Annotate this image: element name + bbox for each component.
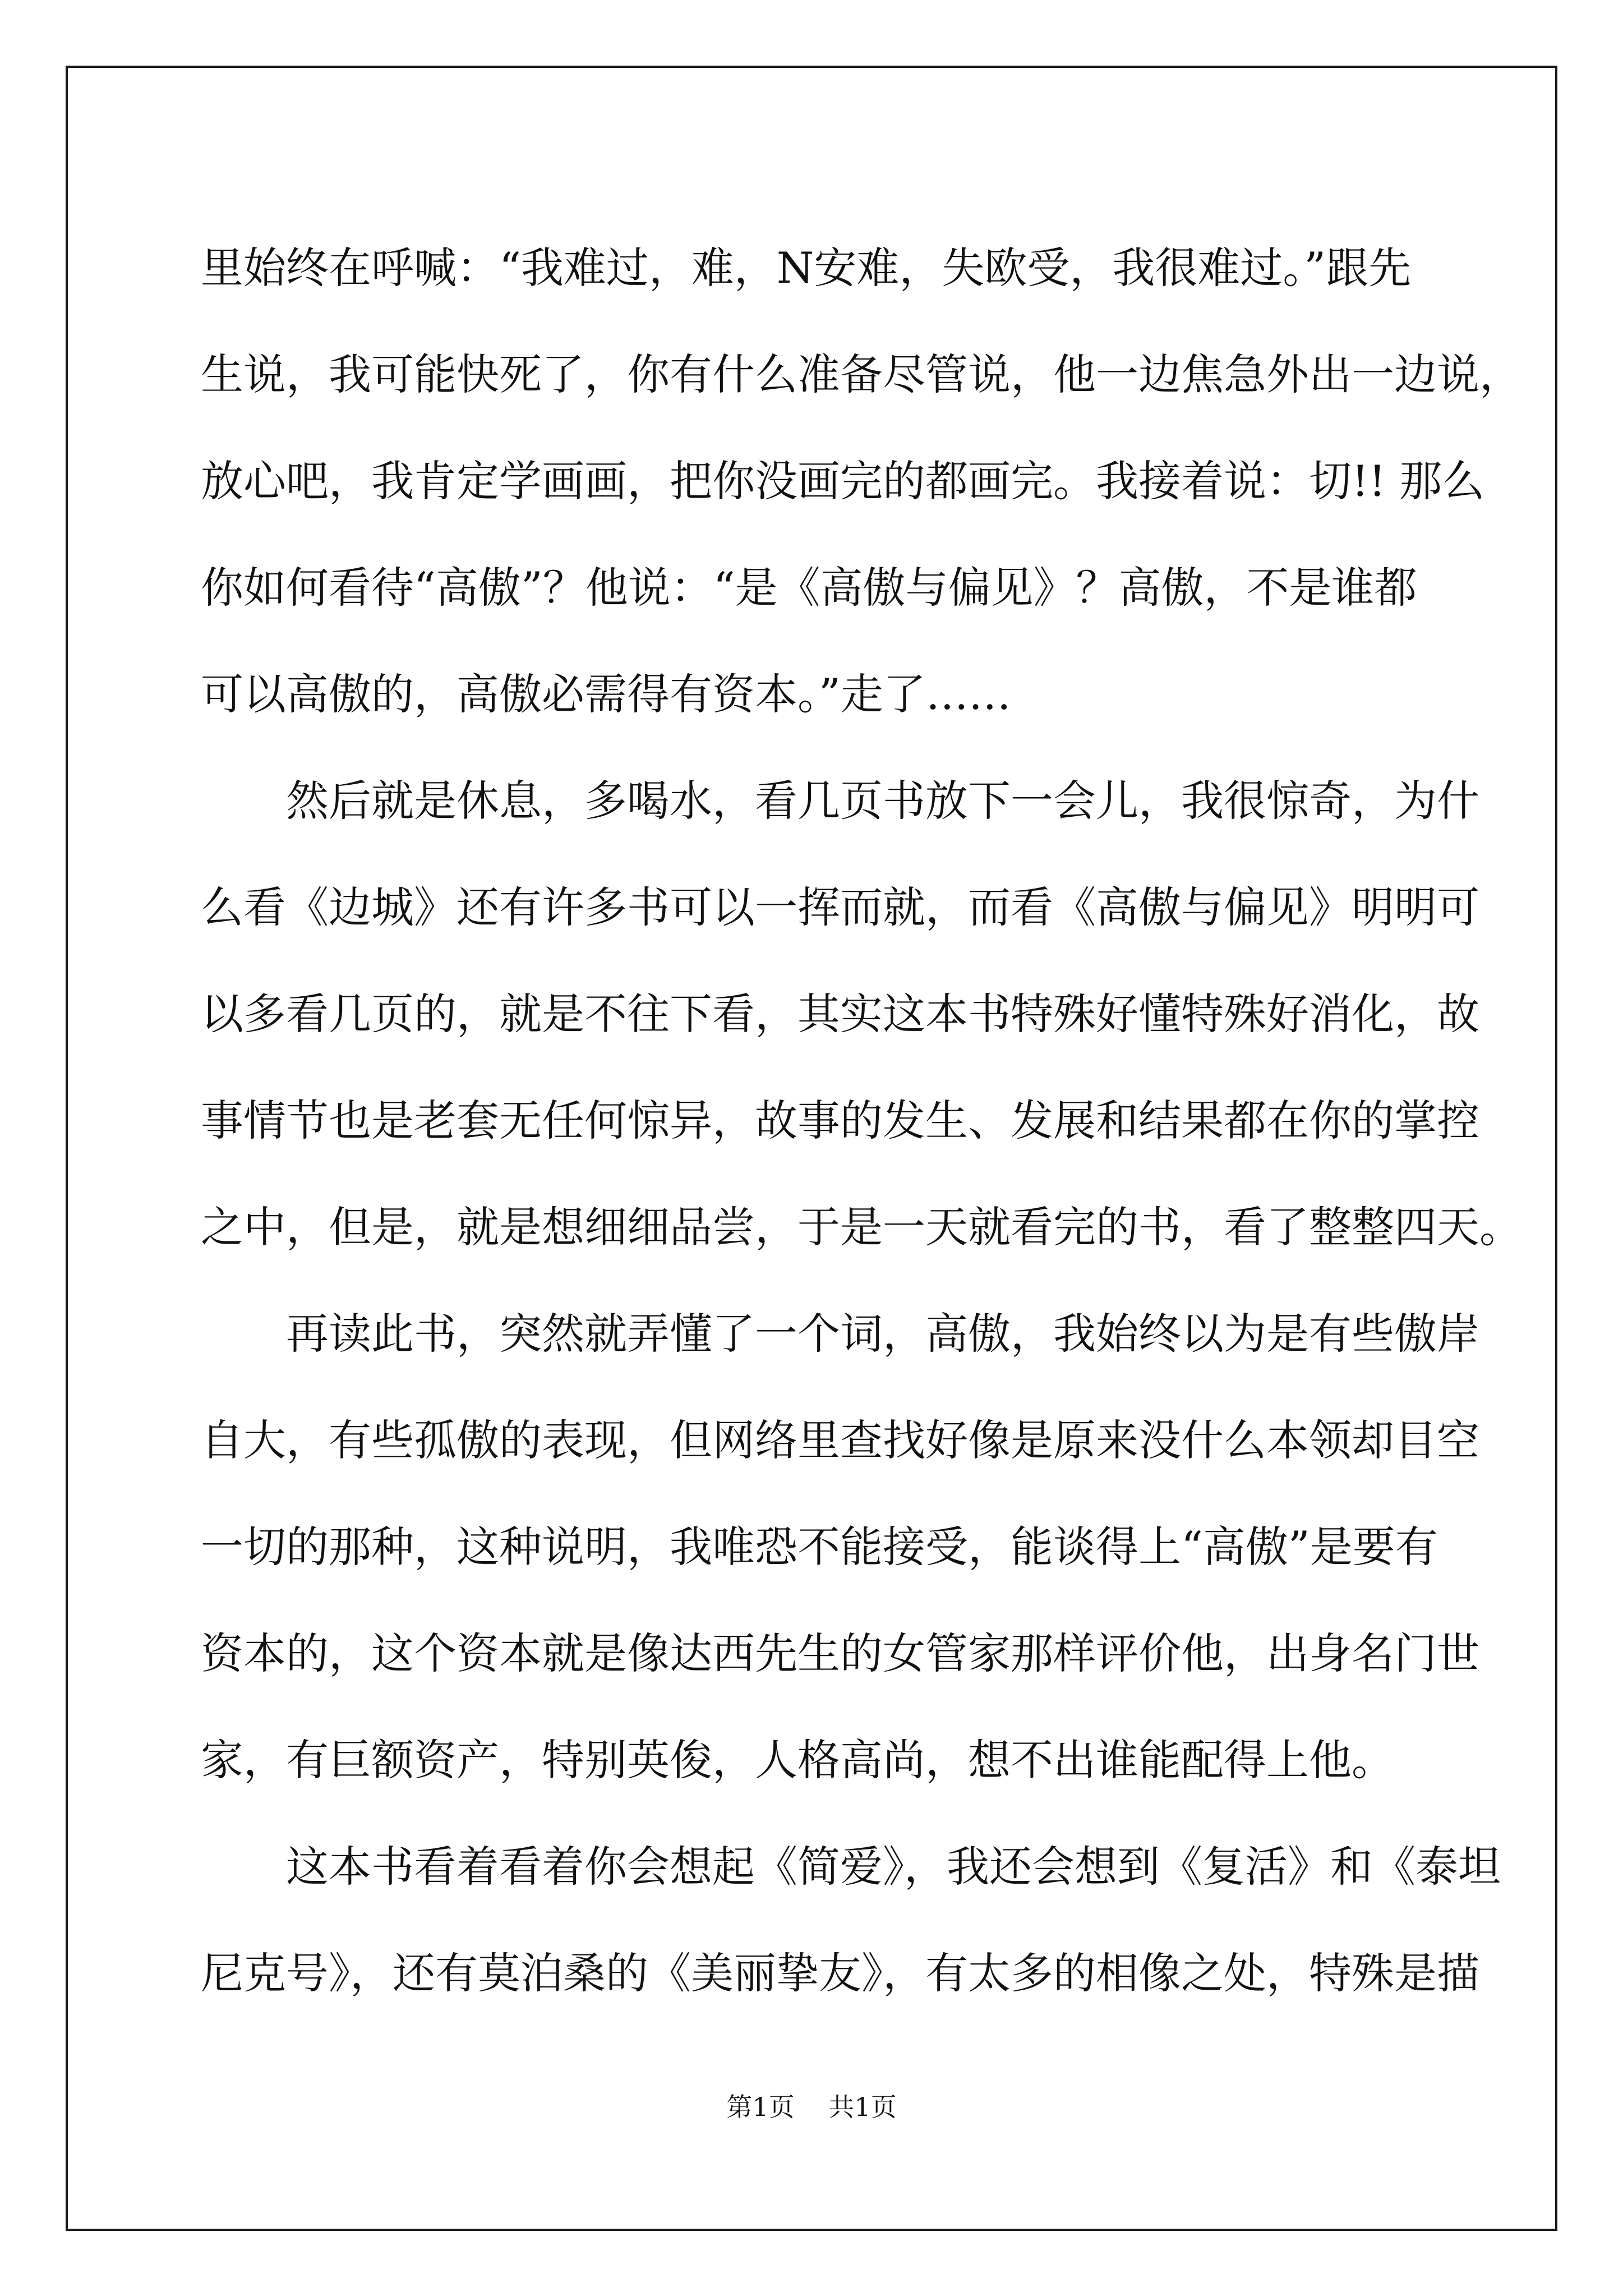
text-line: 生说，我可能快死了，你有什么准备尽管说，他一边焦急外出一边说， — [201, 349, 1522, 399]
page-footer — [0, 2087, 1623, 2124]
text-line: 资本的，这个资本就是像达西先生的女管家那样评价他，出身名门世 — [201, 1628, 1479, 1678]
text-line: 再读此书，突然就弄懂了一个词，高傲，我始终以为是有些傲岸 — [286, 1309, 1479, 1359]
text-line: 这本书看着看着你会想起《简爱》，我还会想到《复活》和《泰坦 — [286, 1842, 1501, 1892]
text-line: 里始终在呼喊：“我难过，难，N安难，失欧受，我很难过。”跟先 — [201, 243, 1412, 293]
page-number: 第1页 — [726, 2092, 795, 2122]
document-body — [201, 215, 1522, 2027]
text-line: 一切的那种，这种说明，我唯恐不能接受，能谈得上“高傲”是要有 — [201, 1522, 1438, 1572]
text-line: 尼克号》，还有莫泊桑的《美丽挚友》，有太多的相像之处，特殊是描 — [201, 1948, 1479, 1998]
text-line: 之中，但是，就是想细细品尝，于是一天就看完的书，看了整整四天。 — [201, 1202, 1522, 1252]
text-line: 你如何看待“高傲”？他说：“是《高傲与偏见》？高傲，不是谁都 — [201, 563, 1417, 613]
page-total: 共1页 — [828, 2092, 897, 2122]
text-line: 放心吧，我肯定学画画，把你没画完的都画完。我接着说：切!! 那么 — [201, 456, 1485, 506]
text-line: 么看《边城》还有许多书可以一挥而就，而看《高傲与偏见》明明可 — [201, 882, 1479, 932]
text-line: 以多看几页的，就是不往下看，其实这本书特殊好懂特殊好消化，故 — [201, 989, 1479, 1039]
text-line: 事情节也是老套无任何惊异，故事的发生、发展和结果都在你的掌控 — [201, 1096, 1479, 1145]
text-line: 家，有巨额资产，特别英俊，人格高尚，想不出谁能配得上他。 — [201, 1735, 1394, 1785]
text-line: 然后就是休息，多喝水，看几页书放下一会儿，我很惊奇，为什 — [286, 776, 1479, 826]
text-line: 自大，有些孤傲的表现，但网络里查找好像是原来没什么本领却目空 — [201, 1415, 1479, 1465]
text-line: 可以高傲的，高傲必需得有资本。”走了…… — [201, 669, 1011, 719]
